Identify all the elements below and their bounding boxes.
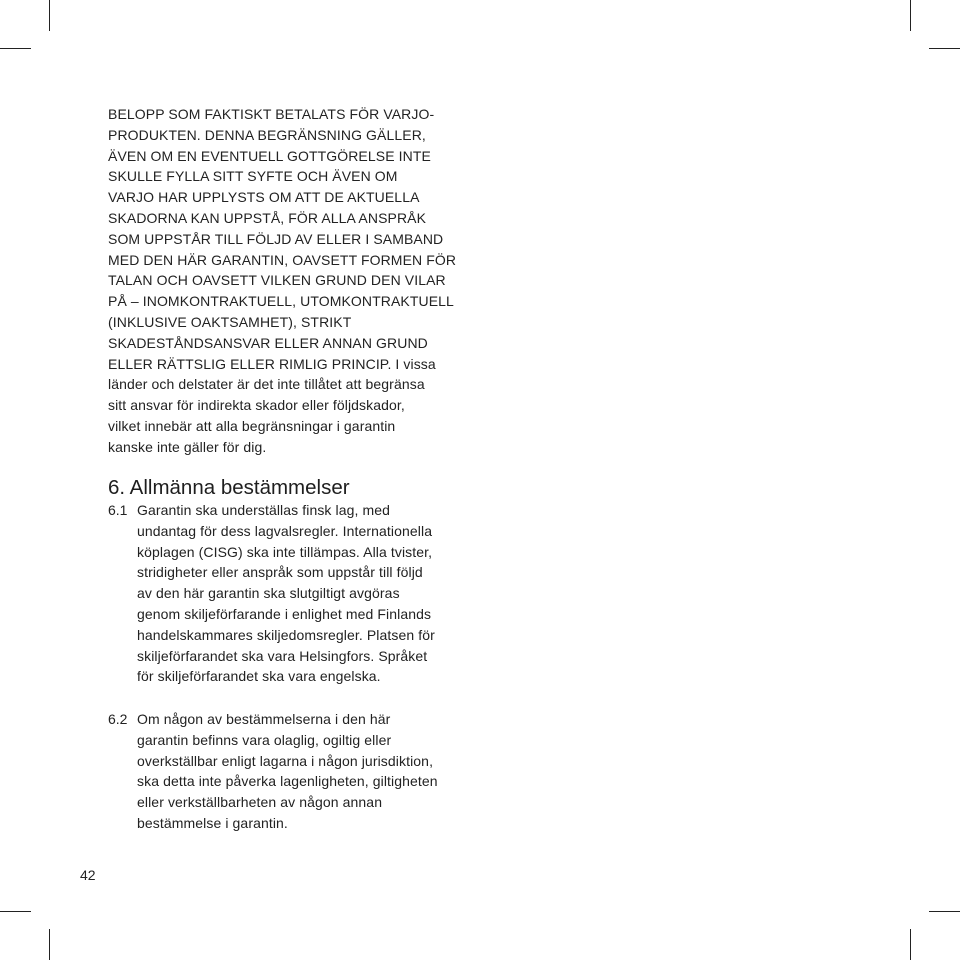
paragraph-line: PRODUKTEN. DENNA BEGRÄNSNING GÄLLER, xyxy=(108,126,426,143)
item-line: ska detta inte påverka lagenligheten, giltigheten xyxy=(137,773,438,790)
paragraph-line: TALAN OCH OAVSETT VILKEN GRUND DEN VILAR xyxy=(108,272,446,289)
item-line: skiljeförfarandet ska vara Helsingfors. Språket xyxy=(137,647,428,664)
paragraph-line: MED DEN HÄR GARANTIN, OAVSETT FORMEN FÖR xyxy=(108,251,457,268)
continued-paragraph xyxy=(108,104,468,458)
item-line: av den här garantin ska slutgiltigt avgöras xyxy=(137,585,400,602)
paragraph-line: SOM UPPSTÅR TILL FÖLJD AV ELLER I SAMBAND xyxy=(108,230,444,247)
crop-mark-top-right-vertical xyxy=(910,0,911,31)
paragraph-line: ÄVEN OM EN EVENTUELL GOTTGÖRELSE INTE xyxy=(108,147,431,164)
crop-mark-bottom-left-vertical xyxy=(49,929,50,960)
item-line: för skiljeförfarandet ska vara engelska. xyxy=(137,668,381,685)
crop-mark-bottom-right-horizontal xyxy=(929,911,960,912)
paragraph-line: VARJO HAR UPPLYSTS OM ATT DE AKTUELLA xyxy=(108,189,420,206)
paragraph-line: länder och delstater är det inte tillåtet att begränsa xyxy=(108,376,425,393)
item-number: 6.1 xyxy=(108,502,128,518)
item-line: stridigheter eller anspråk som uppstår till följd xyxy=(137,564,423,581)
paragraph-line: PÅ – INOMKONTRAKTUELL, UTOMKONTRAKTUELL xyxy=(108,293,454,310)
paragraph-line: BELOPP SOM FAKTISKT BETALATS FÖR VARJO- xyxy=(108,106,435,122)
paragraph-line: SKULLE FYLLA SITT SYFTE OCH ÄVEN OM xyxy=(108,168,398,185)
paragraph-line: (INKLUSIVE OAKTSAMHET), STRIKT xyxy=(108,313,352,330)
paragraph-line: kanske inte gäller för dig. xyxy=(108,438,267,455)
item-number: 6.2 xyxy=(108,711,128,727)
section-heading: 6. Allmänna bestämmelser xyxy=(108,476,350,499)
item-line: overkställbar enligt lagarna i någon jurisdiktion, xyxy=(137,752,434,769)
item-line: bestämmelse i garantin. xyxy=(137,814,288,831)
paragraph-line: ELLER RÄTTSLIG ELLER RIMLIG PRINCIP. I vissa xyxy=(108,355,436,372)
item-line: undantag för dess lagvalsregler. Internationella xyxy=(137,522,433,539)
page-number: 42 xyxy=(80,867,96,883)
item-line: garantin befinns vara olaglig, ogiltig eller xyxy=(137,731,392,748)
crop-mark-bottom-right-vertical xyxy=(910,929,911,960)
paragraph-line: SKADORNA KAN UPPSTÅ, FÖR ALLA ANSPRÅK xyxy=(108,209,427,226)
item-line: eller verkställbarheten av någon annan xyxy=(137,794,383,811)
item-line: köplagen (CISG) ska inte tillämpas. Alla tvister, xyxy=(137,543,433,560)
paragraph-line: sitt ansvar för indirekta skador eller följdskador, xyxy=(108,397,405,414)
paragraph-line: vilket innebär att alla begränsningar i garantin xyxy=(108,417,396,434)
crop-mark-bottom-left-horizontal xyxy=(0,911,31,912)
item-line: Om någon av bestämmelserna i den här xyxy=(137,711,391,727)
item-line: Garantin ska underställas finsk lag, med xyxy=(137,502,391,518)
paragraph-line: SKADESTÅNDSANSVAR ELLER ANNAN GRUND xyxy=(108,334,428,351)
crop-mark-top-right-horizontal xyxy=(929,48,960,49)
crop-mark-top-left-vertical xyxy=(49,0,50,31)
crop-mark-top-left-horizontal xyxy=(0,48,31,49)
item-line: genom skiljeförfarande i enlighet med Finlands xyxy=(137,605,432,622)
item-line: handelskammares skiljedomsregler. Platsen för xyxy=(137,626,435,643)
